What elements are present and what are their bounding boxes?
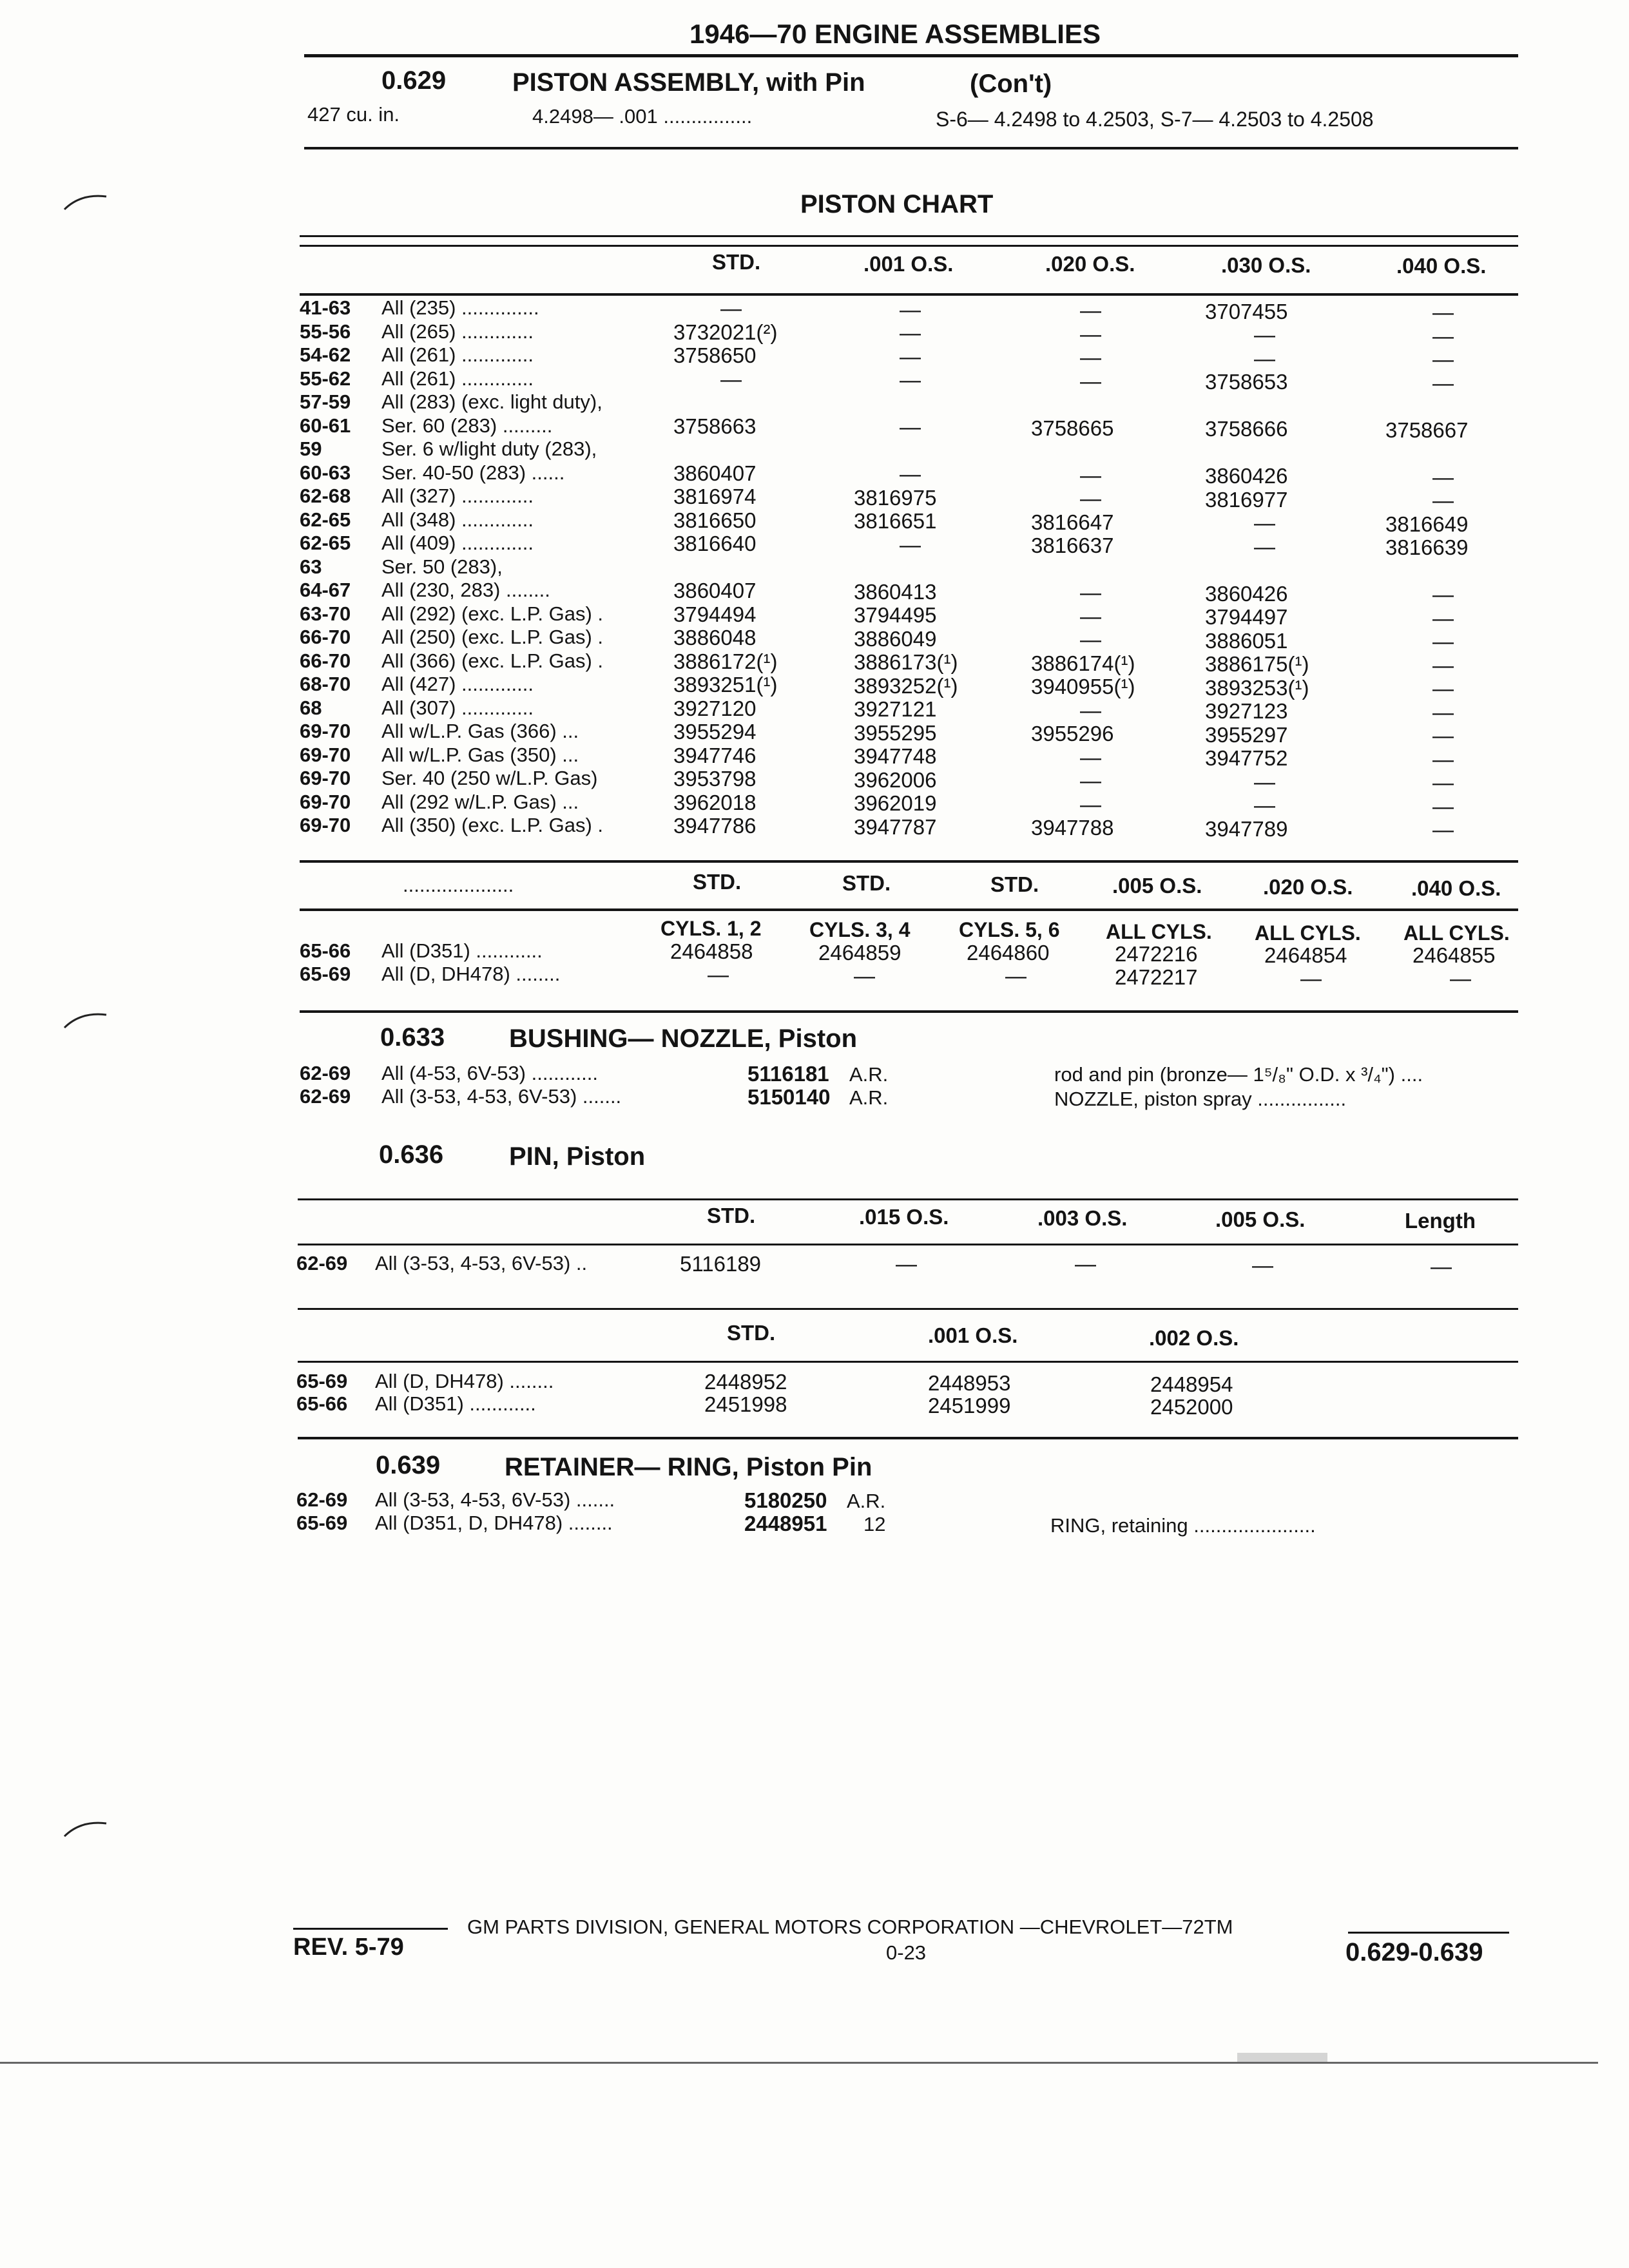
part-number: 3940955(¹) <box>1031 675 1135 698</box>
page-title: 1946—70 ENGINE ASSEMBLIES <box>689 19 1101 49</box>
part-number: 3927123 <box>1205 699 1288 723</box>
size-note: 4.2498— .001 ................ <box>532 105 753 128</box>
part-number: 3816651 <box>854 509 937 533</box>
part-number: 3893251(¹) <box>673 673 778 697</box>
part-number: — <box>1080 604 1101 628</box>
part-number: 3816640 <box>673 532 757 555</box>
application: All (327) ............. <box>381 485 534 507</box>
application: All (348) ............. <box>381 508 534 531</box>
part-number: — <box>1080 769 1101 793</box>
part-number: — <box>1432 488 1454 512</box>
part-number: 3886049 <box>854 626 937 651</box>
application: All (292) (exc. L.P. Gas) . <box>381 602 603 625</box>
column-header: Length <box>1405 1209 1476 1233</box>
year-range: 65-66 <box>300 939 351 962</box>
punch-mark-icon <box>61 1008 113 1034</box>
part-number: — <box>1080 698 1101 722</box>
part-number: 3955296 <box>1031 722 1114 745</box>
part-number: 2448951 <box>744 1512 827 1535</box>
part-number: 3860407 <box>673 579 757 602</box>
part-number: — <box>1432 653 1454 677</box>
part-number: 3886175(¹) <box>1205 652 1309 676</box>
year-range: 69-70 <box>300 743 351 766</box>
column-header: .002 O.S. <box>1149 1326 1239 1350</box>
column-header: .040 O.S. <box>1396 254 1487 278</box>
column-header: STD. <box>990 872 1039 896</box>
table-row <box>0 298 1629 322</box>
application: All (427) ............. <box>381 673 534 695</box>
application: Ser. 40-50 (283) ...... <box>381 461 565 484</box>
part-number: — <box>900 344 921 369</box>
part-number: 2451999 <box>928 1394 1011 1418</box>
table-rule <box>298 1308 1518 1310</box>
column-subheader: CYLS. 5, 6 <box>959 918 1060 941</box>
table-row <box>0 510 1629 534</box>
part-number: 2472217 <box>1115 965 1198 989</box>
column-header: STD. <box>842 871 891 895</box>
section-number: 0.633 <box>380 1023 445 1052</box>
year-range: 66-70 <box>300 649 351 672</box>
part-number: — <box>900 368 921 392</box>
section-rule <box>298 1437 1518 1439</box>
application: All (D351, D, DH478) ........ <box>375 1512 613 1534</box>
part-number: 3955294 <box>673 720 757 744</box>
table-rule <box>298 1198 1518 1200</box>
application: All (3-53, 4-53, 6V-53) .. <box>375 1252 588 1274</box>
column-header: STD. <box>712 250 761 274</box>
table-row <box>0 698 1629 722</box>
application: All (307) ............. <box>381 696 534 719</box>
table-row <box>0 1490 1629 1514</box>
year-range: 65-69 <box>296 1512 348 1534</box>
part-number: — <box>1432 724 1454 747</box>
part-number: — <box>900 415 921 439</box>
application: All (D, DH478) ........ <box>381 963 561 985</box>
part-number: 3758650 <box>673 343 757 367</box>
year-range: 65-69 <box>296 1370 348 1392</box>
column-subheader: ALL CYLS. <box>1106 920 1212 943</box>
part-number: — <box>1080 298 1101 322</box>
part-number: 3962018 <box>673 790 757 814</box>
scan-edge-shadow <box>1237 2053 1327 2062</box>
part-number: 3947748 <box>854 744 937 768</box>
part-number: — <box>1252 1253 1273 1277</box>
column-header: .030 O.S. <box>1221 253 1311 277</box>
year-range: 60-61 <box>300 414 351 437</box>
part-number: — <box>1432 818 1454 841</box>
table-row <box>0 721 1629 745</box>
table-row <box>0 463 1629 487</box>
part-number: — <box>1432 465 1454 489</box>
part-number: — <box>1432 606 1454 630</box>
part-number: 2472216 <box>1115 942 1198 966</box>
part-number: — <box>1432 677 1454 700</box>
column-header: .005 O.S. <box>1215 1207 1306 1231</box>
table-rule <box>298 1244 1518 1245</box>
part-number: 3758667 <box>1385 418 1469 442</box>
part-number: 3732021(²) <box>673 320 778 344</box>
part-number: — <box>1075 1252 1096 1276</box>
year-range: 55-62 <box>300 367 351 390</box>
chart-title: PISTON CHART <box>800 190 994 218</box>
part-number: 5116181 <box>747 1062 829 1086</box>
year-range: 55-56 <box>300 320 351 343</box>
part-number: — <box>1254 769 1275 794</box>
application: All (D351) ............ <box>381 939 543 962</box>
application: All (265) ............. <box>381 320 534 343</box>
part-number: 3947752 <box>1205 746 1288 770</box>
table-row <box>0 392 1629 416</box>
part-number: — <box>1080 628 1101 651</box>
table-row <box>0 580 1629 604</box>
part-number: 3886048 <box>673 626 757 649</box>
part-number: — <box>1080 792 1101 816</box>
part-number: 3893253(¹) <box>1205 675 1309 700</box>
year-range: 62-69 <box>300 1085 351 1108</box>
part-number: 3953798 <box>673 767 757 791</box>
table-row <box>0 1371 1629 1396</box>
part-number: — <box>1080 463 1101 487</box>
part-number: — <box>1432 629 1454 653</box>
footer-rule-right <box>1348 1932 1509 1934</box>
application: All (261) ............. <box>381 367 534 390</box>
part-number: 3794495 <box>854 603 937 627</box>
part-number: — <box>708 963 729 986</box>
application: All (D, DH478) ........ <box>375 1370 554 1392</box>
table-row <box>0 651 1629 675</box>
table-rule <box>300 860 1518 863</box>
part-number: 5150140 <box>747 1085 831 1109</box>
part-number: — <box>1080 486 1101 510</box>
column-header: .001 O.S. <box>928 1323 1018 1347</box>
footer-publisher: GM PARTS DIVISION, GENERAL MOTORS CORPORATION —CHEVROLET—72TM <box>467 1916 1233 1938</box>
part-number: — <box>1432 323 1454 348</box>
year-range: 63-70 <box>300 602 351 625</box>
part-number: 3962019 <box>854 791 937 815</box>
table-row <box>0 322 1629 346</box>
column-header: .040 O.S. <box>1411 876 1501 900</box>
part-number: 5116189 <box>680 1252 762 1276</box>
year-range: 63 <box>300 555 322 578</box>
application: All (366) (exc. L.P. Gas) . <box>381 649 603 672</box>
part-number: — <box>900 462 921 486</box>
year-range: 60-63 <box>300 461 351 484</box>
quantity: 12 <box>863 1513 886 1535</box>
part-number: 2451998 <box>704 1392 787 1416</box>
column-header: STD. <box>727 1321 776 1345</box>
table-row <box>0 941 1629 965</box>
part-number: 3816650 <box>673 508 757 532</box>
table-row <box>0 416 1629 440</box>
part-number: — <box>1254 511 1275 535</box>
part-number: 3886174(¹) <box>1031 651 1135 675</box>
column-header: .005 O.S. <box>1112 874 1202 898</box>
table-row <box>0 745 1629 769</box>
year-range: 65-66 <box>296 1392 348 1415</box>
section-number: 0.629 <box>381 66 447 95</box>
section-number: 0.636 <box>379 1140 444 1169</box>
part-number: 3955295 <box>854 720 937 745</box>
year-range: 62-68 <box>300 485 351 507</box>
year-range: 66-70 <box>300 626 351 648</box>
header-leader-dots: .................... <box>403 874 514 896</box>
piston-chart-body <box>0 0 1629 863</box>
part-number: — <box>896 1252 917 1276</box>
part-number: — <box>900 321 921 345</box>
part-number: — <box>1432 794 1454 818</box>
table-row <box>0 792 1629 816</box>
part-number: 3794497 <box>1205 605 1288 629</box>
application: Ser. 60 (283) ......... <box>381 414 553 437</box>
section-title: RETAINER— RING, Piston Pin <box>505 1453 872 1481</box>
table-row <box>0 345 1629 369</box>
part-number: — <box>1432 347 1454 371</box>
quantity: A.R. <box>849 1063 889 1086</box>
section-title: PISTON ASSEMBLY, with Pin <box>512 68 865 97</box>
part-number: 3816647 <box>1031 510 1114 534</box>
application: All (283) (exc. light duty), <box>381 390 602 413</box>
application: All (292 w/L.P. Gas) ... <box>381 790 579 813</box>
application: Ser. 50 (283), <box>381 555 503 578</box>
part-number: 3927121 <box>854 697 937 721</box>
part-number: — <box>1080 345 1101 369</box>
application: All (D351) ............ <box>375 1392 536 1415</box>
part-number: 3860413 <box>854 579 937 604</box>
part-number: 3947786 <box>673 814 757 838</box>
part-number: 2448952 <box>704 1370 787 1394</box>
table-row <box>0 1513 1629 1537</box>
engine-label: 427 cu. in. <box>307 103 400 126</box>
year-range: 62-69 <box>296 1252 348 1274</box>
part-number: 3816974 <box>673 485 757 508</box>
part-number: — <box>1432 370 1454 395</box>
item-note: rod and pin (bronze— 1⁵/₈" O.D. x ³/₄") .... <box>1054 1063 1423 1086</box>
quantity: A.R. <box>847 1490 886 1512</box>
application: All (250) (exc. L.P. Gas) . <box>381 626 603 648</box>
year-range: 69-70 <box>300 767 351 789</box>
table-row <box>0 815 1629 840</box>
part-number: — <box>1432 700 1454 724</box>
part-number: — <box>1450 966 1471 990</box>
part-number: 3860407 <box>673 461 757 485</box>
application: All w/L.P. Gas (366) ... <box>381 720 579 742</box>
part-number: 2464860 <box>967 941 1050 965</box>
year-range: 41-63 <box>300 296 351 319</box>
part-number: 3927120 <box>673 696 757 720</box>
part-number: — <box>900 532 921 557</box>
table-row <box>0 674 1629 698</box>
part-number: — <box>1432 747 1454 771</box>
application: Ser. 40 (250 w/L.P. Gas) <box>381 767 598 789</box>
table-row <box>0 964 1629 988</box>
application: All (261) ............. <box>381 343 534 366</box>
quantity: A.R. <box>849 1086 889 1109</box>
part-number: 3893252(¹) <box>854 673 958 698</box>
part-number: — <box>1080 745 1101 769</box>
year-range: 64-67 <box>300 579 351 601</box>
year-range: 69-70 <box>300 814 351 836</box>
size-range-note: S-6— 4.2498 to 4.2503, S-7— 4.2503 to 4.2508 <box>936 108 1374 131</box>
part-number: — <box>1432 771 1454 794</box>
column-header: STD. <box>707 1204 756 1227</box>
part-number: 2464858 <box>670 939 753 963</box>
year-range: 62-69 <box>300 1062 351 1084</box>
part-number: 3886173(¹) <box>854 650 958 674</box>
column-subheader: ALL CYLS. <box>1255 921 1361 945</box>
application: All (409) ............. <box>381 532 534 554</box>
year-range: 62-65 <box>300 508 351 531</box>
year-range: 54-62 <box>300 343 351 366</box>
year-range: 69-70 <box>300 720 351 742</box>
table-row <box>0 1253 1629 1278</box>
part-number: 3947788 <box>1031 816 1114 840</box>
part-number: 3860426 <box>1205 464 1288 488</box>
part-number: — <box>720 296 742 320</box>
part-number: — <box>854 964 875 988</box>
table-row <box>0 533 1629 557</box>
section-rule <box>300 1010 1518 1013</box>
application: All (230, 283) ........ <box>381 579 550 601</box>
part-number: — <box>1254 346 1275 370</box>
table-row <box>0 768 1629 793</box>
application: All (4-53, 6V-53) ............ <box>381 1062 598 1084</box>
application: All (235) .............. <box>381 296 539 319</box>
table-rule <box>300 908 1518 911</box>
column-subheader: CYLS. 3, 4 <box>809 918 911 941</box>
footer-page-number: 0-23 <box>886 1941 927 1964</box>
part-number: 3962006 <box>854 767 937 792</box>
part-number: 3758653 <box>1205 370 1288 394</box>
table-row <box>0 1086 1629 1111</box>
year-range: 62-69 <box>296 1488 348 1511</box>
part-number: 2464859 <box>818 941 901 965</box>
part-number: — <box>1432 300 1454 324</box>
column-subheader: CYLS. 1, 2 <box>660 917 762 940</box>
part-number: 3816639 <box>1385 535 1469 559</box>
table-row <box>0 486 1629 510</box>
table-row <box>0 1394 1629 1418</box>
table-row <box>0 369 1629 393</box>
part-number: — <box>1080 322 1101 346</box>
column-header: .020 O.S. <box>1045 252 1135 276</box>
year-range: 57-59 <box>300 390 351 413</box>
part-number: — <box>1300 966 1322 990</box>
part-number: — <box>720 367 742 391</box>
punch-mark-icon <box>61 1817 113 1843</box>
table-rule <box>298 1361 1518 1363</box>
year-range: 68 <box>300 696 322 719</box>
part-number: 3816637 <box>1031 533 1114 557</box>
application: Ser. 6 w/light duty (283), <box>381 437 597 460</box>
part-number: — <box>1254 323 1275 347</box>
part-number: 3947789 <box>1205 816 1288 841</box>
table-row <box>0 1063 1629 1088</box>
table-row <box>0 604 1629 628</box>
part-number: 3886051 <box>1205 628 1288 653</box>
item-note: NOZZLE, piston spray ................ <box>1054 1088 1347 1110</box>
table-row <box>0 627 1629 651</box>
application: All (350) (exc. L.P. Gas) . <box>381 814 603 836</box>
application: All (3-53, 4-53, 6V-53) ....... <box>375 1488 615 1511</box>
year-range: 65-69 <box>300 963 351 985</box>
part-number: 2464855 <box>1412 943 1496 967</box>
column-header: .015 O.S. <box>859 1205 949 1229</box>
footer-rule-left <box>293 1928 448 1930</box>
section-number: 0.639 <box>376 1451 441 1479</box>
part-number: — <box>1080 581 1101 604</box>
column-header: STD. <box>693 870 742 894</box>
footer-revision: REV. 5-79 <box>293 1934 404 1961</box>
part-number: 3816977 <box>1205 487 1288 512</box>
part-number: 2448953 <box>928 1371 1011 1395</box>
application: All (3-53, 4-53, 6V-53) ....... <box>381 1085 622 1108</box>
column-header: .003 O.S. <box>1037 1206 1128 1230</box>
item-note: RING, retaining ...................... <box>1050 1514 1316 1537</box>
part-number: 2448954 <box>1150 1372 1233 1396</box>
year-range: 62-65 <box>300 532 351 554</box>
part-number: 3707455 <box>1205 299 1288 323</box>
part-number: 3794494 <box>673 602 757 626</box>
part-number: 3947746 <box>673 743 757 767</box>
part-number: 3758665 <box>1031 416 1114 440</box>
part-number: 3947787 <box>854 814 937 839</box>
table-row <box>0 439 1629 463</box>
part-number: — <box>1254 793 1275 817</box>
column-header: .020 O.S. <box>1263 875 1353 899</box>
part-number: — <box>1432 582 1454 606</box>
part-number: 3860426 <box>1205 581 1288 606</box>
part-number: — <box>1254 534 1275 559</box>
scan-edge-line <box>0 2062 1598 2064</box>
part-number: — <box>1431 1254 1452 1278</box>
part-number: 2464854 <box>1264 943 1347 967</box>
part-number: 3886172(¹) <box>673 649 778 673</box>
part-number: 3758663 <box>673 414 757 438</box>
year-range: 68-70 <box>300 673 351 695</box>
application: All w/L.P. Gas (350) ... <box>381 743 579 766</box>
section-title: PIN, Piston <box>509 1142 646 1171</box>
part-number: — <box>1080 369 1101 393</box>
footer-section-range: 0.629-0.639 <box>1345 1938 1483 1966</box>
part-number: 3758666 <box>1205 417 1288 441</box>
part-number: — <box>1005 964 1027 988</box>
column-subheader: ALL CYLS. <box>1403 921 1510 945</box>
part-number: 3955297 <box>1205 722 1288 747</box>
part-number: 3816649 <box>1385 512 1469 536</box>
part-number: 5180250 <box>744 1488 827 1512</box>
part-number: — <box>900 297 921 322</box>
part-number: 3816975 <box>854 485 937 510</box>
continued-label: (Con't) <box>970 70 1052 98</box>
section-title: BUSHING— NOZZLE, Piston <box>509 1024 857 1053</box>
part-number: 2452000 <box>1150 1395 1233 1419</box>
year-range: 59 <box>300 437 322 460</box>
year-range: 69-70 <box>300 790 351 813</box>
table-row <box>0 557 1629 581</box>
column-header: .001 O.S. <box>863 252 954 276</box>
